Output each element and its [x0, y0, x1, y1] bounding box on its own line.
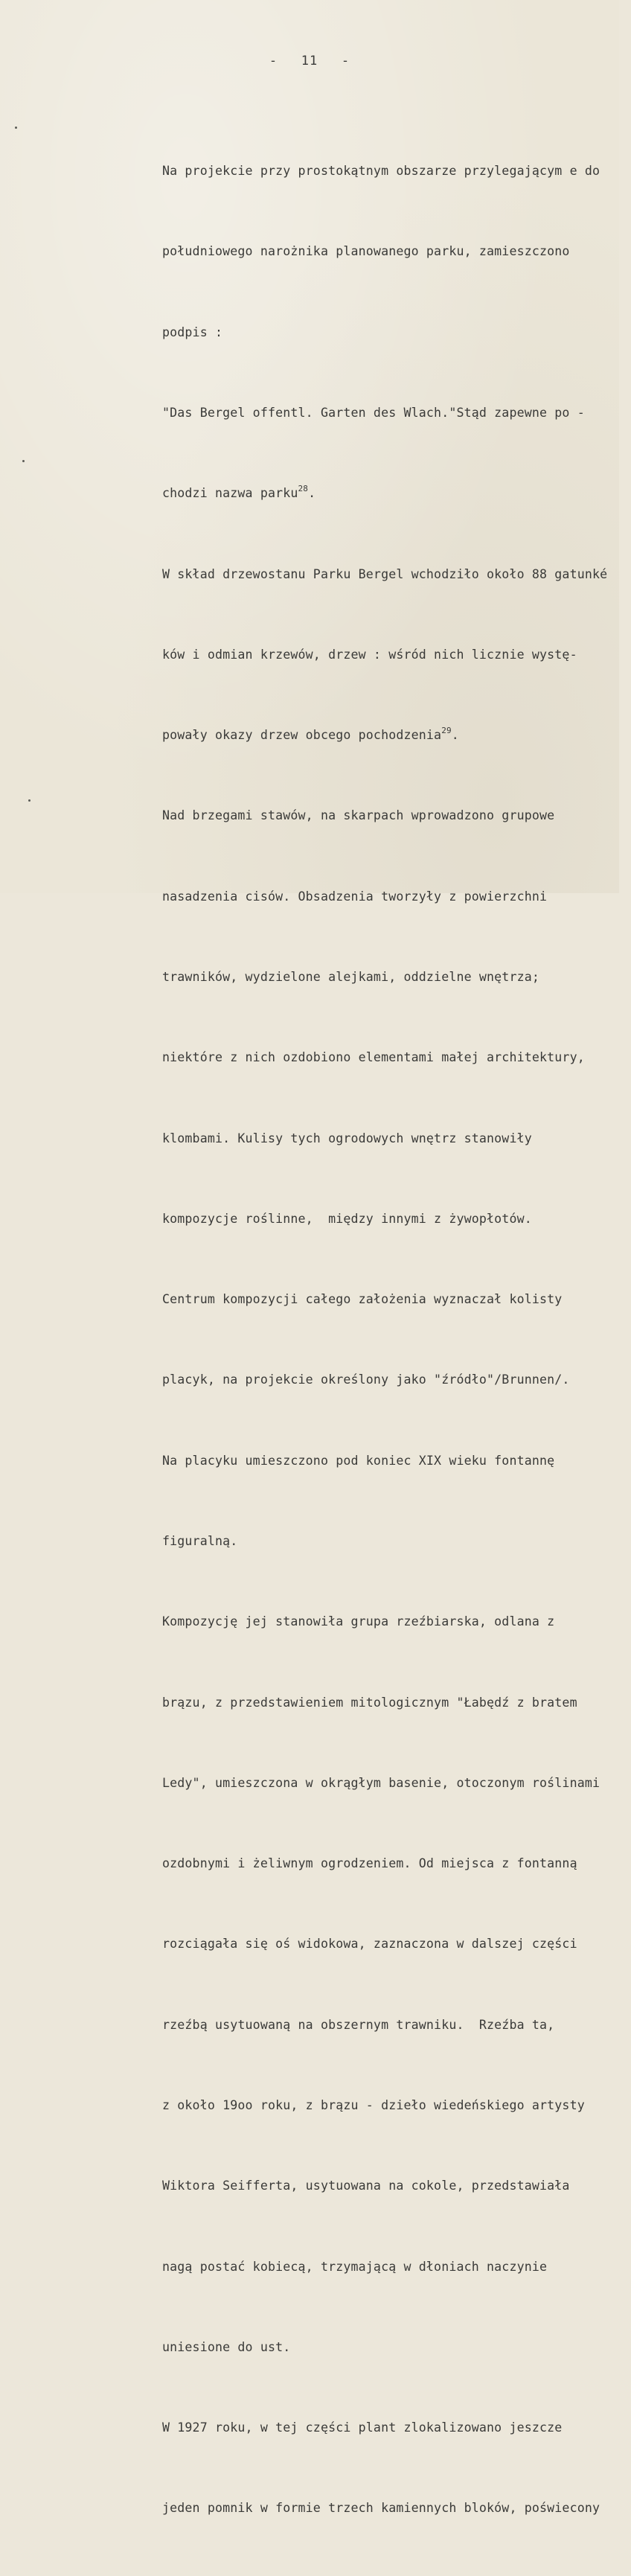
text-line: Wiktora Seifferta, usytuowana na cokole, przedstawiała	[162, 2179, 570, 2193]
text-line: nagą postać kobiecą, trzymającą w dłoniach naczynie	[162, 2259, 548, 2274]
paper-speck	[28, 799, 31, 802]
page-number-value: 11	[301, 54, 318, 68]
text-line: nasadzenia cisów. Obsadzenia tworzyły z powierzchni	[162, 889, 548, 904]
text-line: z około 19oo roku, z brązu - dzieło wiedeńskiego artysty	[162, 2097, 585, 2112]
text-line: ozdobnymi i żeliwnym ogrodzeniem. Od miejsca z fontanną	[162, 1856, 577, 1871]
text-line: Na projekcie przy prostokątnym obszarze przylegającym e do	[162, 164, 600, 179]
text-line: rozciągała się oś widokowa, zaznaczona w dalszej części	[162, 1937, 577, 1952]
page-number-right-dash: -	[341, 54, 350, 68]
text-line: figuralną.	[162, 1533, 238, 1548]
paper-speck	[15, 127, 17, 129]
text-line: brązu, z przedstawieniem mitologicznym "Łabędź z bratem	[162, 1695, 577, 1710]
footnote-ref: 28	[298, 483, 309, 493]
body-text	[162, 104, 631, 2576]
paper-speck	[22, 460, 25, 462]
text-line: Nad brzegami stawów, na skarpach wprowadzono grupowe	[162, 808, 555, 823]
text-line: klombami. Kulisy tych ogrodowych wnętrz stanowiły	[162, 1131, 532, 1145]
text-line: jeden pomnik w formie trzech kamiennych bloków, poświecony	[162, 2501, 600, 2516]
text-line: kompozycje roślinne, między innymi z żywopłotów.	[162, 1211, 532, 1226]
text-line: uniesione do ust.	[162, 2339, 291, 2354]
text-line: Ledy", umieszczona w okrągłym basenie, otoczonym roślinami	[162, 1775, 600, 1790]
text-line: podpis :	[162, 325, 223, 339]
text-line: Centrum kompozycji całego założenia wyznaczał kolisty	[162, 1292, 563, 1307]
text-line: chodzi nazwa parku$^{28}$.	[162, 483, 316, 501]
text-line: niektóre z nich ozdobiono elementami małej architektury,	[162, 1050, 585, 1065]
text-line: rzeźbą usytuowaną na obszernym trawniku. Rzeźba ta,	[162, 2017, 555, 2032]
text-line: ków i odmian krzewów, drzew : wśród nich licznie wystę-	[162, 647, 577, 662]
text-line: powały okazy drzew obcego pochodzenia$^{29}$.	[162, 725, 459, 743]
text-line: W 1927 roku, w tej części plant zlokalizowano jeszcze	[162, 2420, 563, 2435]
text-line: placyk, na projekcie określony jako "źródło"/Brunnen/.	[162, 1372, 570, 1387]
page-number	[0, 54, 619, 68]
text-line: Kompozycję jej stanowiła grupa rzeźbiarska, odlana z	[162, 1614, 555, 1629]
text-line: "Das Bergel offentl. Garten des Wlach."Stąd zapewne po -	[162, 406, 585, 421]
text-line: południowego narożnika planowanego parku, zamieszczono	[162, 244, 570, 259]
page-number-left-dash: -	[269, 54, 278, 68]
text-line: trawników, wydzielone alejkami, oddzielne wnętrza;	[162, 970, 540, 984]
text-line: Na placyku umieszczono pod koniec XIX wieku fontannę	[162, 1453, 555, 1468]
text-line: W skład drzewostanu Parku Bergel wchodziło około 88 gatunké	[162, 566, 608, 581]
footnote-ref: 29	[441, 725, 452, 735]
